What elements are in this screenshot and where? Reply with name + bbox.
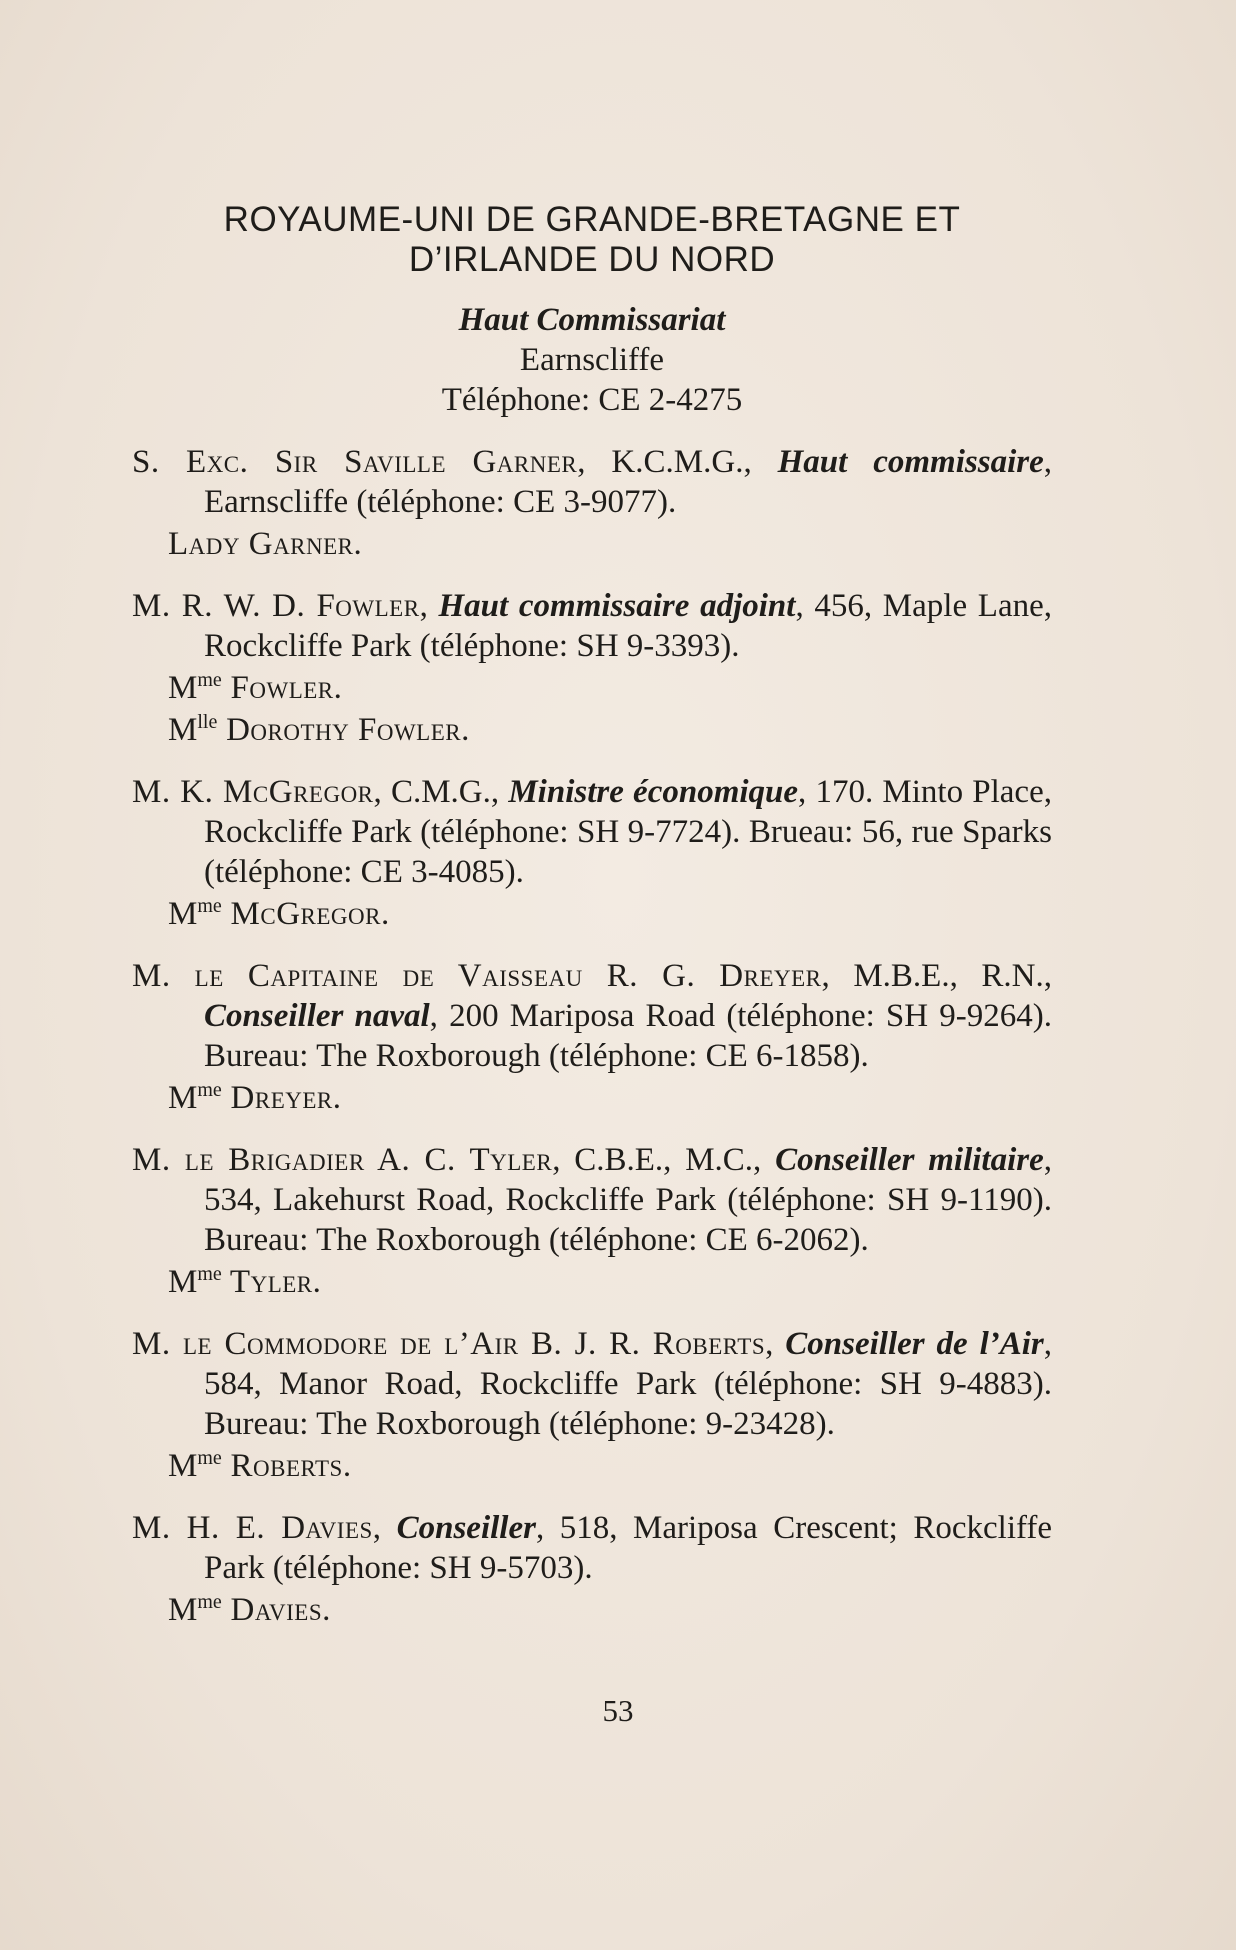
entry-text — [132, 1140, 1052, 1260]
entry-details: , 584, Manor Road, Rockcliffe Park (téléphone: SH 9-4883). Bureau: The Roxborough (téléphone: 9-23428). — [204, 1326, 1052, 1442]
entry-prefix: M. — [132, 1326, 183, 1362]
spouse-line — [132, 1078, 1052, 1118]
entry-post-name: , — [419, 588, 439, 624]
entry-text — [132, 772, 1052, 892]
entry-name: H. E. Davies — [186, 1510, 373, 1546]
entry-role: Conseiller naval — [204, 998, 430, 1034]
list-item — [132, 442, 1052, 564]
entry-prefix: S. Exc. — [132, 444, 275, 480]
spouse-line — [132, 1590, 1052, 1630]
entry-details: , 200 Mariposa Road (téléphone: SH 9-9264). Bureau: The Roxborough (téléphone: CE 6-1858). — [204, 998, 1052, 1074]
entry-post-name: , C.M.G., — [373, 774, 509, 810]
spouse-suffix: . — [381, 896, 390, 932]
entry-prefix: M. — [132, 588, 182, 624]
page-content — [132, 200, 1052, 1630]
spouse-name: Dreyer — [221, 1080, 333, 1116]
spouse-name: McGregor — [221, 896, 381, 932]
list-item — [132, 1324, 1052, 1486]
entry-prefix: M. — [132, 1510, 187, 1546]
spouse-suffix: . — [322, 1592, 331, 1628]
spouse-name: Tyler — [221, 1264, 313, 1300]
entry-role: Haut commissaire adjoint — [438, 588, 796, 624]
spouse-line — [132, 1262, 1052, 1302]
list-item — [132, 956, 1052, 1118]
entry-post-name: , — [372, 1510, 397, 1546]
list-item — [132, 1140, 1052, 1302]
entry-role: Ministre économique — [508, 774, 799, 810]
entry-role: Haut commissaire — [777, 444, 1044, 480]
entry-prefix: M. — [132, 1142, 185, 1178]
address: Earnscliffe — [519, 342, 665, 378]
spouse-name: Fowler — [221, 670, 334, 706]
entry-text — [132, 956, 1052, 1076]
entry-details: , 456, Maple Lane, Rockcliffe Park (téléphone: SH 9-3393). — [204, 588, 1053, 664]
spouse-suffix: . — [353, 526, 362, 562]
spouse-suffix: . — [312, 1264, 321, 1300]
entries-list — [132, 442, 1052, 1630]
spouse-title: M — [168, 1448, 198, 1484]
entry-post-name: , — [765, 1326, 786, 1362]
spouse-line — [132, 668, 1052, 708]
entry-role: Conseiller militaire — [775, 1142, 1044, 1178]
spouse-title: M — [168, 896, 198, 932]
spouse-line — [132, 710, 1052, 750]
entry-name: K. McGregor — [180, 774, 374, 810]
entry-text — [132, 1324, 1052, 1444]
spouse-title-sup: me — [197, 669, 222, 691]
spouse-title-sup: me — [197, 895, 222, 917]
spouse-title-sup: me — [197, 1591, 222, 1613]
spouse-title: M — [168, 712, 198, 748]
spouse-title-sup: me — [197, 1447, 222, 1469]
spouse-line — [132, 894, 1052, 934]
spouse-name: Roberts — [221, 1448, 343, 1484]
spouse-name: Lady Garner — [168, 526, 354, 562]
telephone: Téléphone: CE 2-4275 — [441, 382, 743, 418]
entry-text — [132, 442, 1052, 522]
spouse-title: M — [168, 1592, 198, 1628]
entry-post-name: , C.B.E., M.C., — [552, 1142, 776, 1178]
entry-details: , Earnscliffe (téléphone: CE 3-9077). — [204, 444, 1052, 520]
spouse-suffix: . — [461, 712, 470, 748]
entry-text — [132, 1508, 1052, 1588]
entry-role: Conseiller de l’Air — [785, 1326, 1044, 1362]
spouse-title-sup: me — [197, 1263, 222, 1285]
spouse-suffix: . — [342, 1448, 352, 1484]
list-item — [132, 772, 1052, 934]
spouse-title: M — [168, 1080, 198, 1116]
spouse-suffix: . — [332, 1080, 342, 1116]
spouse-title: M — [168, 1264, 198, 1300]
entry-details: , 518, Mariposa Crescent; Rockcliffe Park (téléphone: SH 9-5703). — [204, 1510, 1053, 1586]
entry-prefix: M. — [132, 774, 181, 810]
spouse-name: Davies — [221, 1592, 323, 1628]
list-item — [132, 1508, 1052, 1630]
entry-name: R. W. D. Fowler — [181, 588, 420, 624]
entry-post-name: , K.C.M.G., — [577, 444, 778, 480]
section-title — [132, 200, 1052, 280]
list-item — [132, 586, 1052, 750]
spouse-suffix: . — [333, 670, 342, 706]
entry-name: Sir Saville Garner — [274, 444, 578, 480]
title-line-2: D’IRLANDE DU NORD — [408, 240, 776, 279]
entry-name: le Capitaine de Vaisseau R. G. Dreyer — [194, 958, 822, 994]
entry-prefix: M. — [132, 958, 195, 994]
spouse-title-sup: me — [197, 1079, 222, 1101]
entry-details: , 534, Lakehurst Road, Rockcliffe Park (téléphone: SH 9-1190). Bureau: The Roxborough (téléphone: CE 6-2062). — [204, 1142, 1052, 1258]
entry-post-name: , M.B.E., R.N., — [821, 958, 1052, 994]
spouse-title: M — [168, 670, 198, 706]
entry-role: Conseiller — [396, 1510, 536, 1546]
entry-details: , 170. Minto Place, Rockcliffe Park (téléphone: SH 9-7724). Brueau: 56, rue Sparks (téléphone: CE 3-4085). — [204, 774, 1052, 890]
spouse-line — [132, 1446, 1052, 1486]
page-number: 53 — [602, 1693, 634, 1728]
spouse-line — [132, 524, 1052, 564]
entry-name: le Commodore de l’Air B. J. R. Roberts — [183, 1326, 766, 1362]
subtitle: Haut Commissariat — [458, 302, 726, 338]
entry-name: le Brigadier A. C. Tyler — [184, 1142, 553, 1178]
entry-text — [132, 586, 1052, 666]
spouse-title-sup: lle — [197, 711, 218, 733]
title-line-1: ROYAUME-UNI DE GRANDE-BRETAGNE ET — [223, 200, 961, 239]
spouse-name: Dorothy Fowler — [217, 712, 462, 748]
